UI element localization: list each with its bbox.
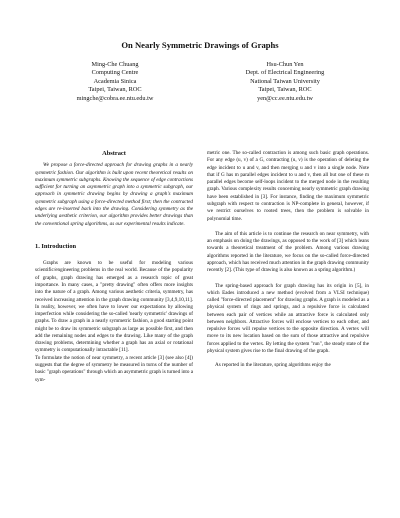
- author-name: Hsu-Chun Yen: [266, 61, 304, 68]
- author-email: yen@cc.ee.ntu.edu.tw: [257, 94, 313, 102]
- right-column: [207, 150, 369, 370]
- author-location: Taipei, Taiwan, ROC: [258, 86, 312, 94]
- body-paragraph: As reported in the literature, spring algorithms enjoy the: [215, 362, 331, 369]
- body-paragraph: The aim of this article is to continue the research on near symmetry, with an emphasis on doing the drawings, as opposed to the work of [3] which leans towards a theoretical treatment of the problem. Among various drawing algorithms reported in the literature, we focus on the so-called force-directed approach, which has received much attention in the graph drawing community recently [2]. (This type of drawing is also known as a spring algorithm.): [207, 230, 369, 274]
- author-email: mingche@cobra.ee.ntu.edu.tw: [76, 94, 154, 102]
- author-organization: National Taiwan University: [250, 77, 320, 85]
- abstract-heading: Abstract: [102, 150, 126, 157]
- author-name: Ming-Che Chuang: [91, 61, 139, 68]
- author-department: Computing Centre: [91, 69, 139, 77]
- section-heading-introduction: 1. Introduction: [35, 242, 77, 250]
- author-block-right: [200, 61, 370, 103]
- abstract-text: We propose a force-directed approach for drawing graphs in a nearly symmetric fashion. Our algorithm is built upon recent theoretical results on maximum symmetric subgraphs. Knowing the sequence of edge contractions sufficient for turning an asymmetric graph into a symmetric subgraph, our approach in symmetric drawing begins by drawing a graph's maximum symmetric subgraph using a force-directed method first; then the contracted edges are re-inserted back into the drawing. Considering symmetry as the underlying aesthetic criterion, our algorithm provides better drawings than the conventional spring algorithms, as our experimental results indicate.: [35, 162, 193, 227]
- body-paragraph: metric one. The so-called contraction is among such basic graph operations. For any edge (u, v) of a G, contracting (u, v) is the operation of deleting the edge incident to u and v, and then merging u and v into a single node. Note that if G has m parallel edges incident to u and v, then all but one of these m parallel edges become self-loops incident to the merged node in the resulting graph. Various complexity results concerning nearly symmetric graph drawing have been established in [3]. For instance, finding the maximum symmetric subgraph with respect to contraction is NP-complete in general, however, if we restrict ourselves to rooted trees, then the problem is solvable in polynomial time.: [207, 150, 369, 222]
- body-paragraph: The spring-based approach for graph drawing has its origin in [5], in which Eades introduced a new method (evolved from a VLSI technique) called "force-directed placement" for drawing graphs. A graph is modeled as a physical system of rings and springs, and a repulsive force is calculated between each pair of vertices while an attractive force is calculated only between neighbors. Attractive forces will enclose vertices to each other, and repulsive forces will repulse vertices to the opposite direction. A vertex will move to its new location based on the sum of those attractive and repulsive forces applied to the vertex. By letting the system "run", the steady state of the physical system gives rise to the final drawing of the graph.: [207, 282, 369, 355]
- intro-paragraph: To formulate the notion of near symmetry, a recent article [3] (see also [4]) suggests that the degree of symmetry be measured in turns of the number of basic "graph operations" through which an asymmetric graph is turned into a sym-: [35, 354, 193, 383]
- author-block-left: [30, 61, 200, 103]
- paper-title: On Nearly Symmetric Drawings of Graphs: [121, 40, 279, 50]
- author-organization: Academia Sinica: [93, 77, 137, 85]
- author-location: Taipei, Taiwan, ROC: [88, 86, 142, 94]
- author-department: Dept. of Electrical Engineering: [245, 69, 325, 77]
- intro-paragraph: Graphs are known to be useful for modeling various scientific/engineering problems in the real world. Because of the popularity of graphs, graph drawing has emerged as a research topic of great importance. In many cases, a "pretty drawing" often offers more insights into the nature of a graph. Among various aesthetic criteria, symmetry, has received increasing attention in the graph drawing community [3,4,9,10,11]. In reality, however, we often have to lower our expectations by allowing imperfection while considering the so-called 'nearly symmetric' drawings of graphs. To draw a graph in a nearly symmetric fashion, a good starting point might be to draw its symmetric subgraph as large as possible first, and then add the remaining nodes and edges to the drawing. Like many of the graph drawing problems, determining whether a graph has an axial or rotational symmetry is computationally intractable [11].: [35, 260, 193, 354]
- left-column: [35, 150, 193, 384]
